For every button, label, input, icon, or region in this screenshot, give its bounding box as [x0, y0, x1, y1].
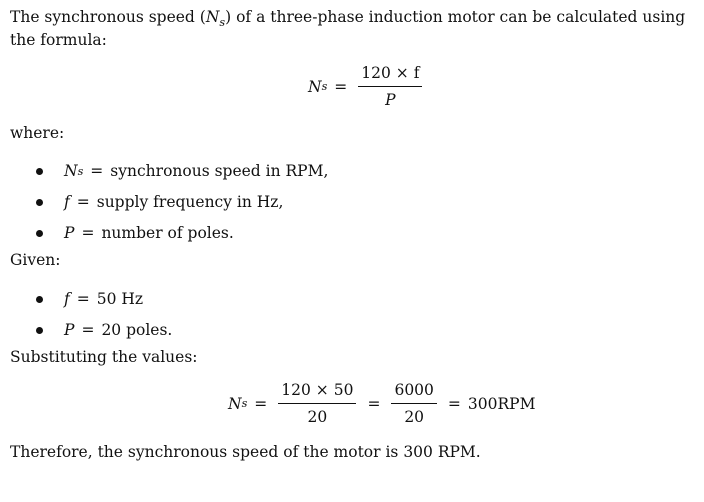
definition-symbol: P: [64, 224, 75, 242]
fraction-2-numerator: 6000: [391, 379, 436, 404]
definition-symbol: N: [64, 162, 78, 180]
where-label: where:: [10, 124, 65, 142]
definitions-list: [10, 156, 698, 249]
intro-text-after: ) of a three-phase induction motor can be calculated using the formula:: [10, 8, 686, 49]
given-item: [10, 284, 698, 315]
given-value: 50 Hz: [96, 290, 144, 308]
calculation-fraction-2: [391, 379, 436, 428]
given-label: Given:: [10, 251, 61, 269]
conclusion-text: Therefore, the synchronous speed of the motor is 300 RPM.: [10, 443, 481, 461]
substituting-label: Substituting the values:: [10, 348, 198, 366]
calculation-fraction-1: [278, 379, 356, 428]
definition-symbol: f: [64, 193, 70, 211]
intro-symbol: N: [205, 8, 220, 26]
definition-item: [10, 218, 698, 249]
bullet-icon: [36, 168, 43, 175]
document-body: [10, 6, 698, 464]
definition-equals: =: [90, 162, 104, 180]
fraction-1-denominator: 20: [307, 408, 328, 426]
synchronous-speed-formula: N s = $\frac{120 \times f}{P}$: [10, 52, 698, 122]
definition-text: synchronous speed in RPM,: [110, 162, 329, 180]
bullet-icon: [36, 327, 43, 334]
calculation-lhs: N: [228, 394, 242, 413]
intro-paragraph: [10, 6, 698, 52]
definition-text: number of poles.: [101, 224, 234, 242]
given-symbol: f: [64, 290, 70, 308]
calculation-equals: =: [447, 394, 461, 413]
given-equals: =: [76, 290, 90, 308]
fraction-2-denominator: 20: [404, 408, 425, 426]
formula-denominator: P: [385, 91, 396, 109]
given-item: [10, 315, 698, 346]
bullet-icon: [36, 230, 43, 237]
calculation-equals: =: [367, 394, 381, 413]
bullet-icon: [36, 199, 43, 206]
formula-numerator: 120 × f: [358, 62, 422, 87]
intro-symbol-subscript: s: [219, 15, 226, 29]
calculation-result: 300RPM: [467, 394, 536, 413]
formula-fraction: [358, 62, 422, 111]
calculation-equation: N s = $\frac{120 \times 50}{20}$ = $\frac{6000}{20}$ = 300RPM: [228, 381, 536, 426]
definition-text: supply frequency in Hz,: [96, 193, 284, 211]
fraction-1-numerator: 120 × 50: [278, 379, 356, 404]
given-list: [10, 284, 698, 346]
intro-text-before: The synchronous speed (: [10, 8, 206, 26]
definition-item: N s = synchronous speed in RPM,: [10, 156, 698, 187]
given-equals: =: [81, 321, 95, 339]
definition-item: [10, 187, 698, 218]
definition-equals: =: [76, 193, 90, 211]
definition-equals: =: [81, 224, 95, 242]
given-symbol: P: [64, 321, 75, 339]
bullet-icon: [36, 296, 43, 303]
formula-equals: =: [334, 77, 348, 96]
given-value: 20 poles.: [101, 321, 173, 339]
formula-lhs: N: [308, 77, 322, 96]
calculation-equals: =: [254, 394, 268, 413]
